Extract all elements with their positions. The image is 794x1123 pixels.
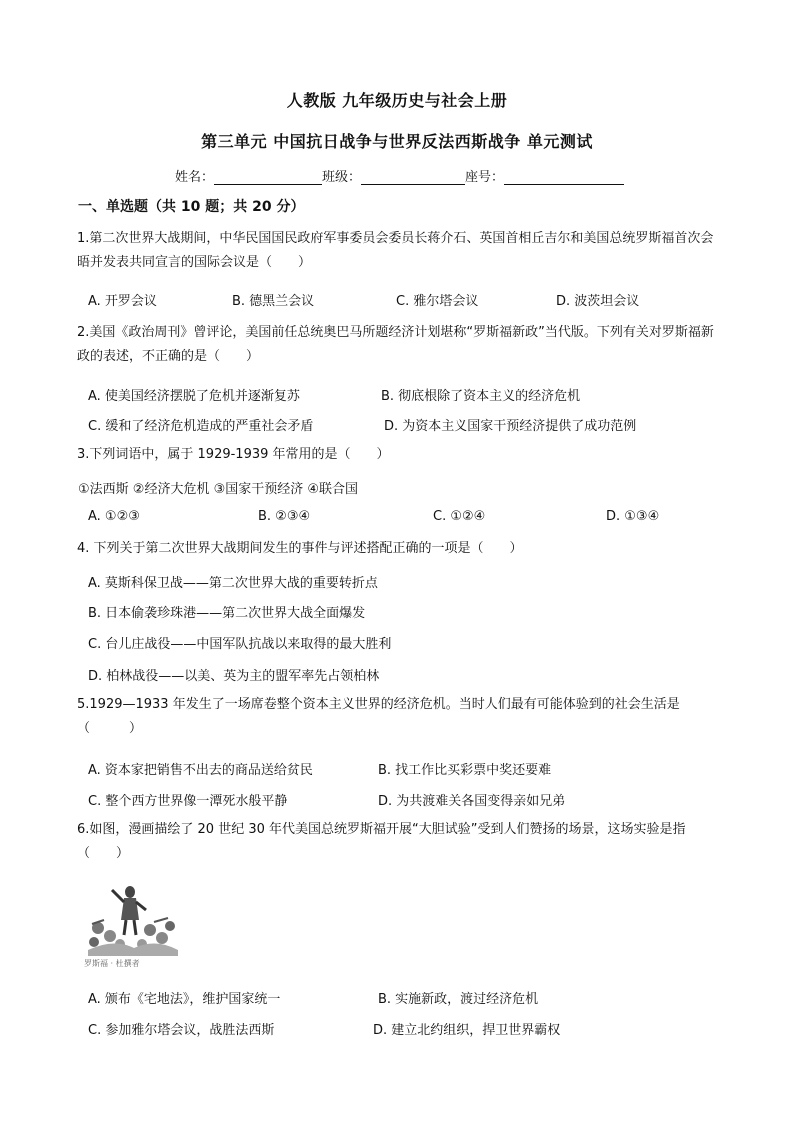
- question-1-option-c[interactable]: C. 雅尔塔会议: [396, 294, 479, 309]
- question-4-stem: 4. 下列关于第二次世界大战期间发生的事件与评述搭配正确的一项是（ ）: [77, 541, 523, 556]
- question-5-stem: 5.1929—1933 年发生了一场席卷整个资本主义世界的经济危机。当时人们最有可能体验到的社会生活是（ ）: [77, 697, 680, 736]
- question-1-option-a[interactable]: A. 开罗会议: [88, 294, 157, 309]
- seat-blank[interactable]: [504, 170, 624, 185]
- question-2-option-a[interactable]: A. 使美国经济摆脱了危机并逐渐复苏: [88, 389, 300, 404]
- question-2-option-d[interactable]: D. 为资本主义国家干预经济提供了成功范例: [384, 419, 637, 434]
- question-4-option-d[interactable]: D. 柏林战役——以美、英为主的盟军率先占领柏林: [88, 669, 380, 684]
- question-5-option-a[interactable]: A. 资本家把销售不出去的商品送给贫民: [88, 763, 313, 778]
- exam-subtitle: 第三单元 中国抗日战争与世界反法西斯战争 单元测试: [201, 132, 593, 151]
- name-label: 姓名：: [175, 170, 215, 185]
- class-label: 班级：: [322, 170, 362, 185]
- question-6-option-a[interactable]: A. 颁布《宅地法》，维护国家统一: [88, 992, 281, 1007]
- class-blank[interactable]: [361, 170, 465, 185]
- question-4-option-a[interactable]: A. 莫斯科保卫战——第二次世界大战的重要转折点: [88, 576, 378, 591]
- question-3-stem: 3.下列词语中，属于 1929-1939 年常用的是（ ）: [77, 447, 390, 462]
- student-info-line: [175, 166, 624, 185]
- question-6-option-b[interactable]: B. 实施新政，渡过经济危机: [378, 992, 539, 1007]
- question-5-option-b[interactable]: B. 找工作比买彩票中奖还要难: [378, 763, 552, 778]
- exam-title: 人教版 九年级历史与社会上册: [286, 91, 508, 110]
- question-3-term-list: ①法西斯 ②经济大危机 ③国家干预经济 ④联合国: [78, 482, 359, 497]
- question-5-option-c[interactable]: C. 整个西方世界像一潭死水般平静: [88, 794, 288, 809]
- cartoon-caption: 罗斯福 · 杜撰者: [84, 959, 140, 968]
- question-1-option-d[interactable]: D. 波茨坦会议: [556, 294, 640, 309]
- question-6-option-d[interactable]: D. 建立北约组织，捍卫世界霸权: [373, 1023, 561, 1038]
- question-6-stem: 6.如图，漫画描绘了 20 世纪 30 年代美国总统罗斯福开展“大胆试验”受到人们赞扬的场景，这场实验是指（ ）: [77, 822, 686, 861]
- question-3-option-b[interactable]: B. ②③④: [258, 509, 311, 524]
- question-1-stem: 1.第二次世界大战期间，中华民国国民政府军事委员会委员长蒋介石、英国首相丘吉尔和美国总统罗斯福首次会晤并发表共同宣言的国际会议是（ ）: [77, 231, 714, 270]
- roosevelt-cartoon-image: [84, 880, 182, 970]
- question-2-stem: 2.美国《政治周刊》曾评论，美国前任总统奥巴马所题经济计划堪称“罗斯福新政”当代版。下列有关对罗斯福新政的表述，不正确的是（ ）: [77, 325, 714, 364]
- question-3-option-d[interactable]: D. ①③④: [606, 509, 660, 524]
- cartoon-drawing: [84, 880, 182, 970]
- question-4-option-c[interactable]: C. 台儿庄战役——中国军队抗战以来取得的最大胜利: [88, 637, 392, 652]
- question-6-option-c[interactable]: C. 参加雅尔塔会议，战胜法西斯: [88, 1023, 275, 1038]
- question-3-option-c[interactable]: C. ①②④: [433, 509, 486, 524]
- question-5-option-d[interactable]: D. 为共渡难关各国变得亲如兄弟: [378, 794, 566, 809]
- section-title: 一、单选题（共 10 题；共 20 分）: [78, 199, 305, 215]
- question-2-option-b[interactable]: B. 彻底根除了资本主义的经济危机: [381, 389, 581, 404]
- name-blank[interactable]: [214, 170, 322, 185]
- question-2-option-c[interactable]: C. 缓和了经济危机造成的严重社会矛盾: [88, 419, 314, 434]
- question-3-option-a[interactable]: A. ①②③: [88, 509, 140, 524]
- question-1-option-b[interactable]: B. 德黑兰会议: [232, 294, 315, 309]
- question-4-option-b[interactable]: B. 日本偷袭珍珠港——第二次世界大战全面爆发: [88, 606, 366, 621]
- seat-label: 座号：: [465, 170, 505, 185]
